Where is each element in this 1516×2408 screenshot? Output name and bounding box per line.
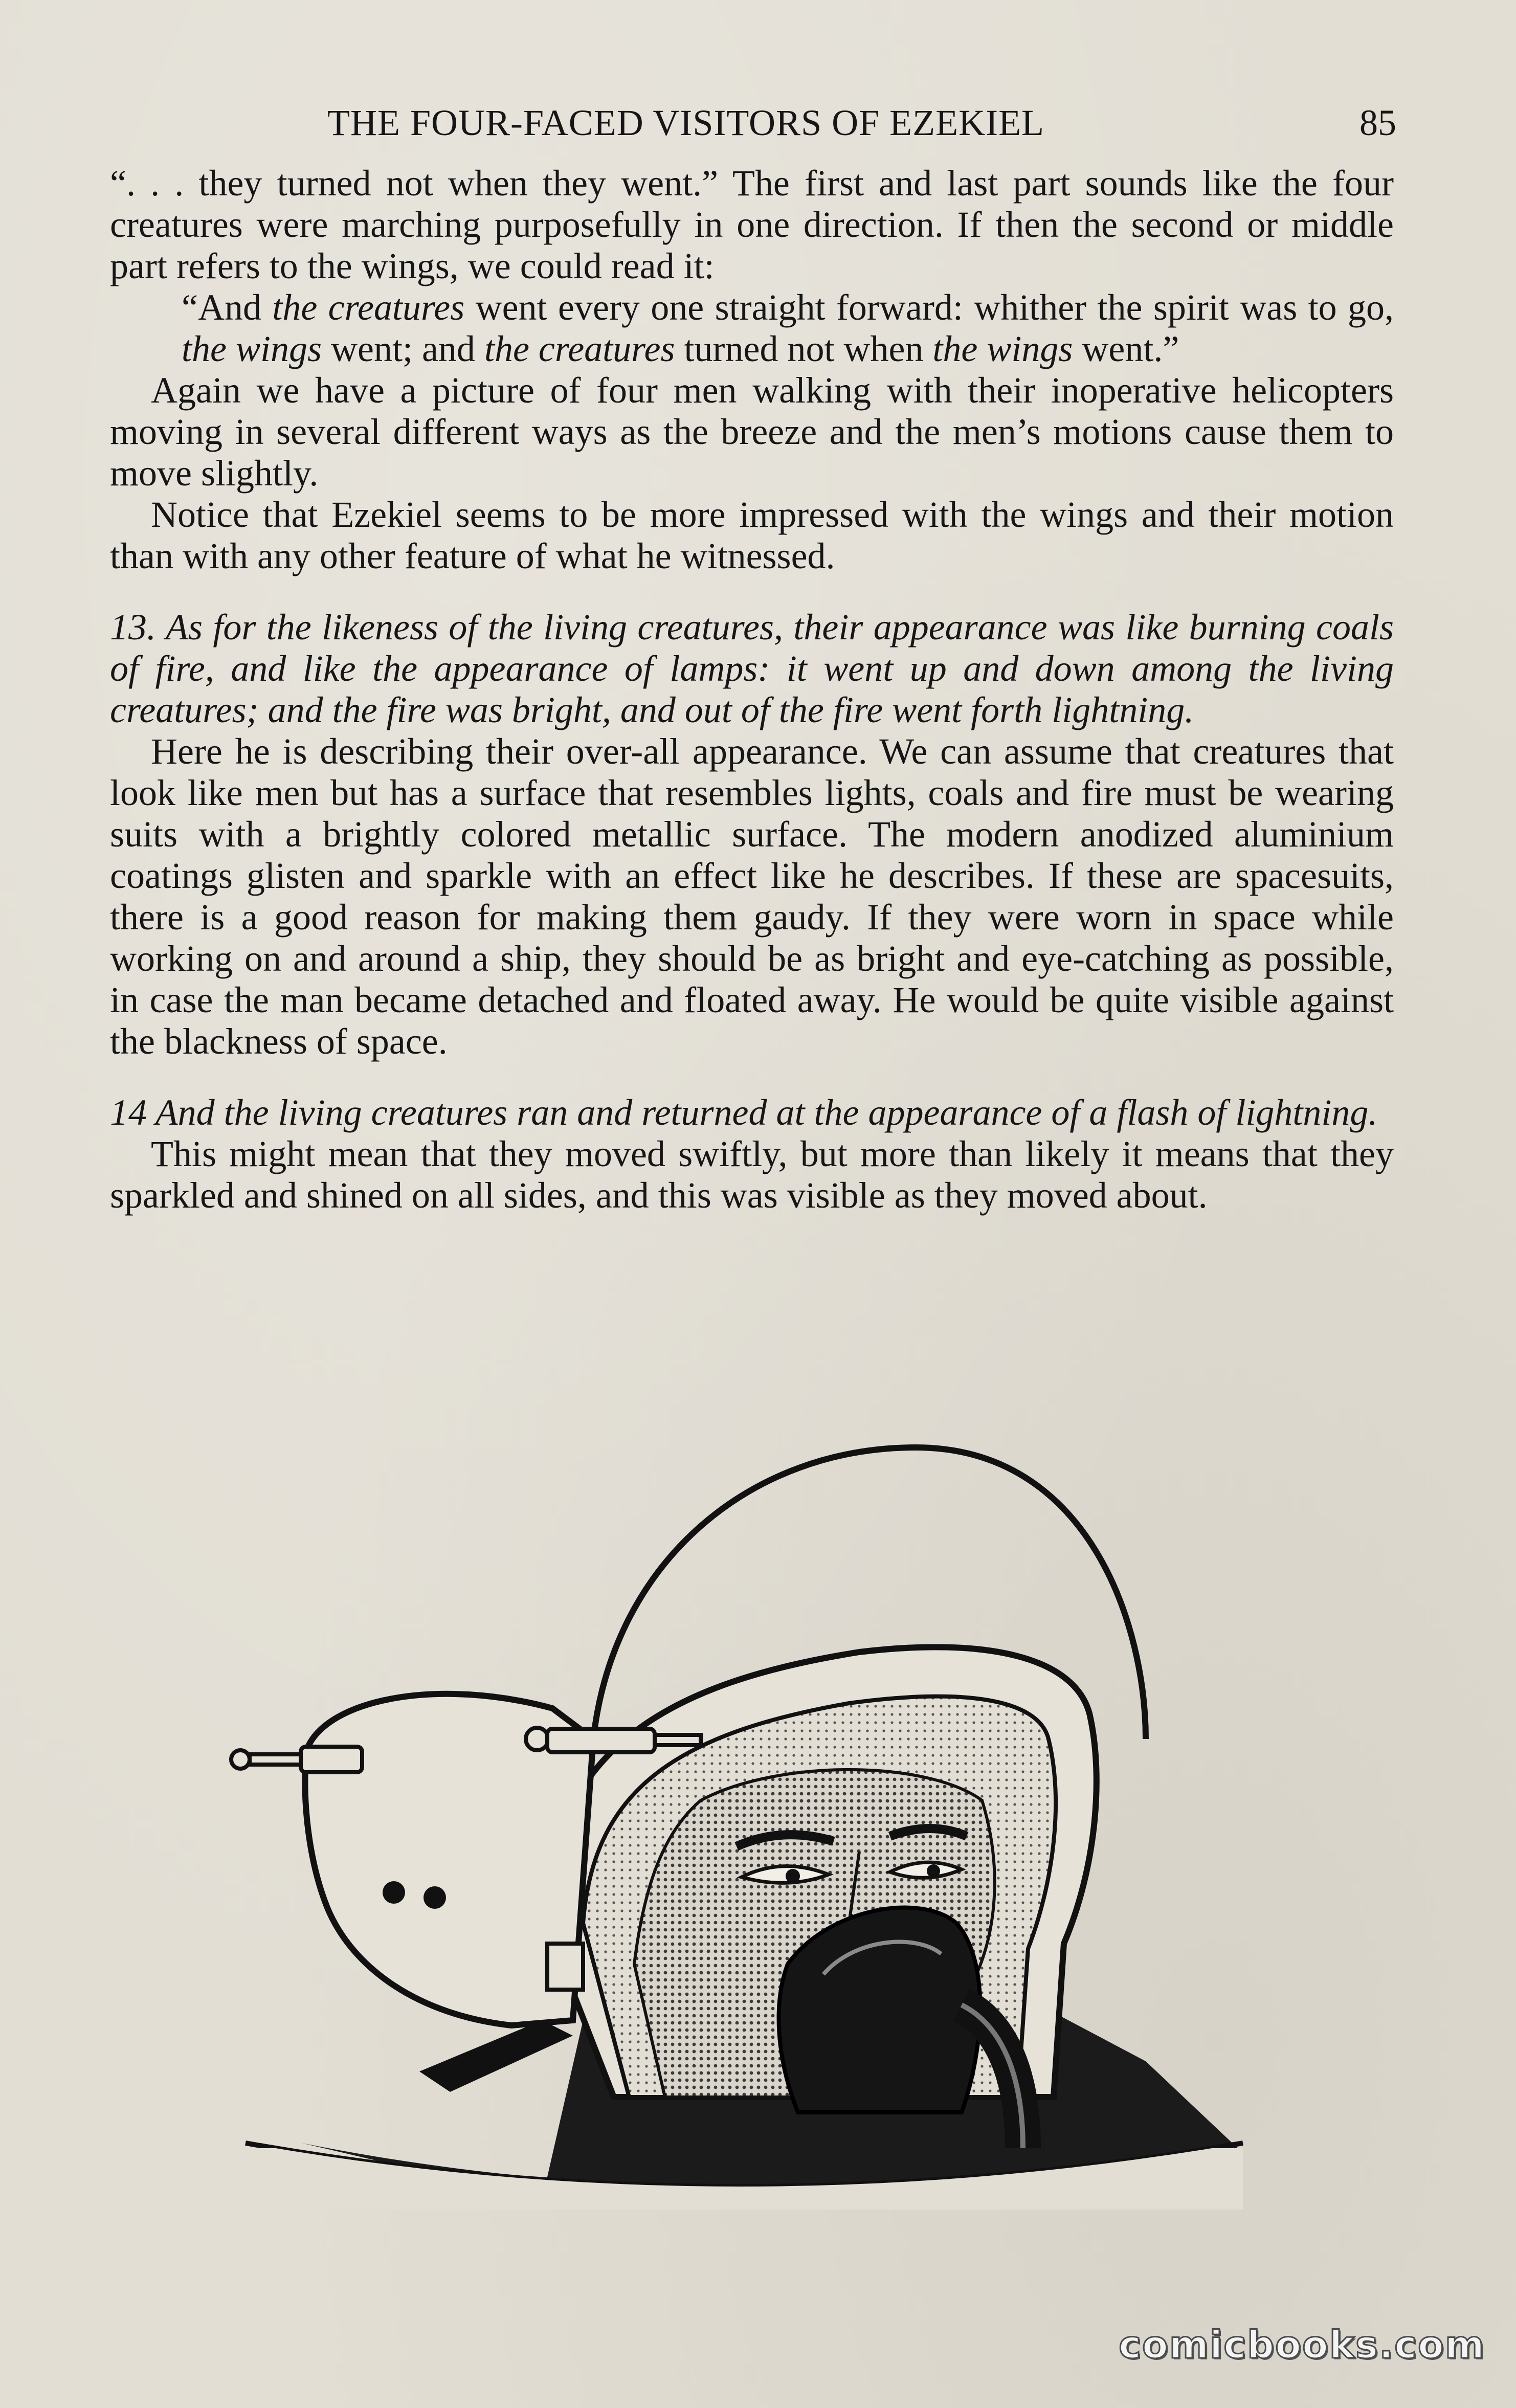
paragraph-3: Notice that Ezekiel seems to be more impressed with the wings and their motion than with any other feature of what he witnessed. (110, 494, 1394, 576)
quote-text: went.” (1073, 328, 1179, 369)
quote-emphasis: the creatures (484, 328, 675, 369)
paragraph-1: “. . . they turned not when they went.” The first and last part sounds like the four creatures were marching purposefully in one direction. If then the second or middle part refers to the wings, we could read it: (110, 163, 1394, 286)
earpiece-rivet-1 (383, 1881, 405, 1904)
earpiece-rivet-2 (423, 1886, 446, 1909)
paragraph-4: Here he is describing their over-all appearance. We can assume that creatures that look like men but has a surface that resembles lights, coals and fire must be wearing suits with a brightly colored metallic surface. The modern anodized aluminium coatings glisten and sparkle with an effect like he describes. If these are spacesuits, there is a good reason for making them gaudy. If they were worn in space while working on and around a ship, they should be as bright and eye-catching as possible, in case the man became detached and floated away. He would be quite visible against the blackness of space. (110, 731, 1394, 1062)
quote-text: turned not when (675, 328, 933, 369)
quote-emphasis: the wings (182, 328, 322, 369)
antenna-left (231, 1747, 362, 1772)
spacesuit-helmet-illustration (225, 1432, 1279, 2210)
running-header (327, 97, 1396, 148)
quote-text: went; and (322, 328, 484, 369)
verse-14: 14 And the living creatures ran and returned at the appearance of a flash of lightning. (110, 1092, 1378, 1133)
paragraph-5: This might mean that they moved swiftly, but more than likely it means that they sparkled and shined on all sides, and this was visible as they moved about. (110, 1133, 1394, 1216)
quote-emphasis: the wings (932, 328, 1073, 369)
body-text (110, 163, 1394, 1216)
block-quote (110, 287, 1394, 370)
paragraph-2: Again we have a picture of four men walking with their inoperative helicopters moving in several different ways as the breeze and the men’s motions cause them to move slightly. (110, 370, 1394, 494)
watermark: comicbooks.com (1119, 2323, 1485, 2367)
page-number: 85 (1359, 102, 1396, 143)
verse-13: 13. As for the likeness of the living creatures, their appearance was like burning coals of fire, and like the appearance of lamps: it went up and down among the living creatures; and the fire was bright, and out of the fire went forth lightning. (110, 607, 1394, 730)
quote-emphasis: the creatures (272, 287, 465, 328)
quote-text: “And (182, 287, 273, 328)
chapter-title: THE FOUR-FACED VISITORS OF EZEKIEL (327, 102, 1045, 143)
quote-text: went every one straight forward: whither the spirit was to go, (464, 287, 1394, 328)
